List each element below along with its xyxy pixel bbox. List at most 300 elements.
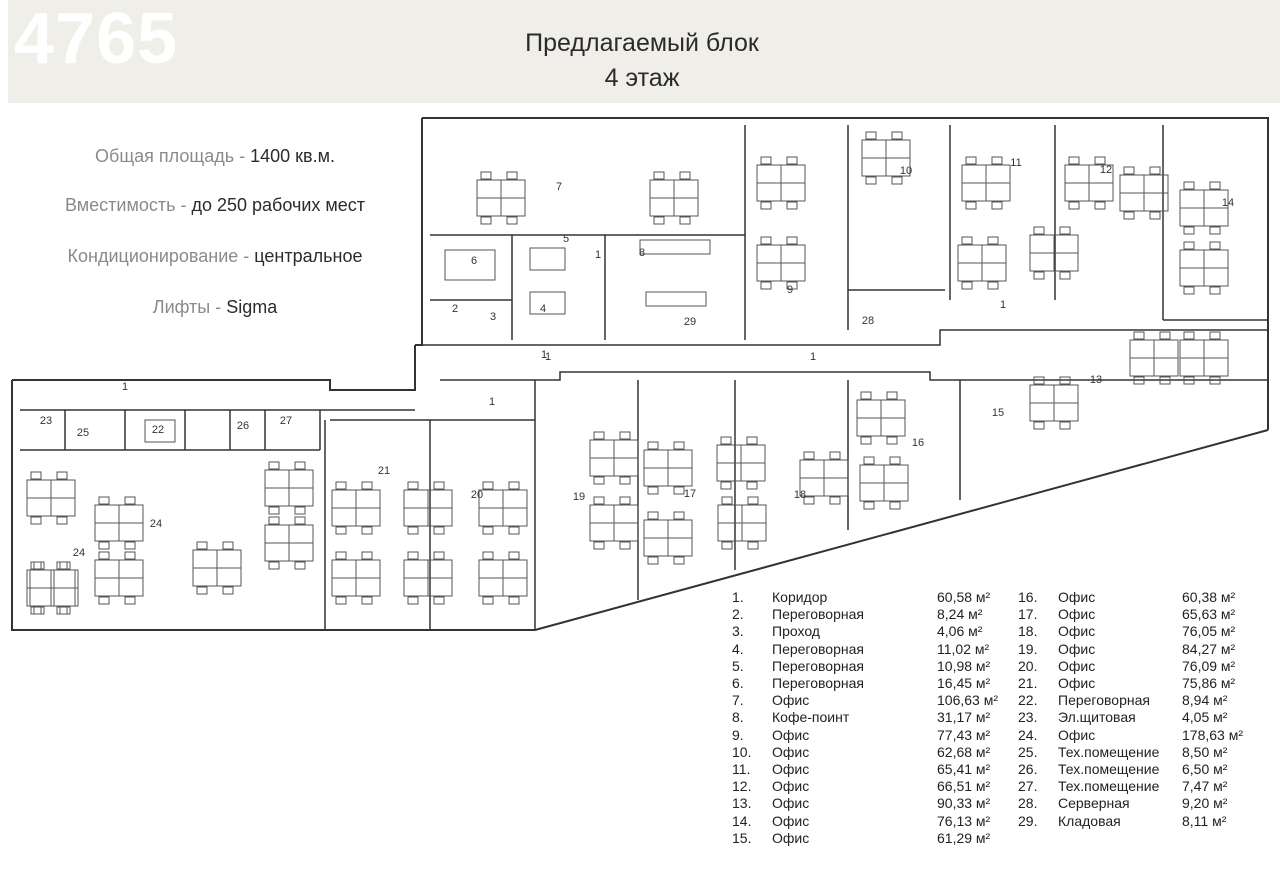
desk-shape <box>483 597 493 604</box>
desk-shape <box>1144 175 1168 193</box>
desk-shape <box>1180 190 1204 208</box>
desk-shape <box>31 517 41 524</box>
legend-num: 18. <box>1018 623 1038 640</box>
desk-shape <box>800 460 824 478</box>
legend-name: Переговорная <box>772 640 864 657</box>
desk-shape <box>860 483 884 501</box>
desk-shape <box>362 482 372 489</box>
legend-name: Офис <box>1058 726 1096 743</box>
desk-shape <box>1065 183 1089 201</box>
desk-shape <box>1210 227 1220 234</box>
desk-shape <box>530 292 565 314</box>
desk-shape <box>1030 385 1054 403</box>
desk-shape <box>748 542 758 549</box>
desk-shape <box>648 557 658 564</box>
desk-shape <box>95 560 119 578</box>
desk-shape <box>962 165 986 183</box>
desk-shape <box>223 587 233 594</box>
desk-shape <box>269 562 279 569</box>
desk-shape <box>57 607 67 614</box>
desk-shape <box>590 440 614 458</box>
legend-num: 16. <box>1018 589 1038 605</box>
desk-shape <box>787 202 797 209</box>
legend-area: 11,02 м² <box>937 640 990 657</box>
legend-num: 27. <box>1018 778 1038 795</box>
desk-shape <box>648 442 658 449</box>
room-number-label: 9 <box>786 284 794 296</box>
desk-shape <box>336 597 346 604</box>
room-number-label: 26 <box>236 420 250 432</box>
desk-shape <box>886 140 910 158</box>
desk-shape <box>509 482 519 489</box>
desk-shape <box>717 445 741 463</box>
legend-num: 7. <box>732 692 744 709</box>
desk-shape <box>434 482 444 489</box>
room-number-label: 18 <box>793 489 807 501</box>
legend-num: 24. <box>1018 726 1038 743</box>
desk-shape <box>590 505 614 523</box>
desk-shape <box>1054 385 1078 403</box>
legend-num: 2. <box>732 606 744 623</box>
desk-shape <box>594 542 604 549</box>
desk-shape <box>1180 358 1204 376</box>
desk-shape <box>1069 157 1079 164</box>
desk-shape <box>668 468 692 486</box>
legend-name: Офис <box>1058 640 1096 657</box>
desk-shape <box>757 165 781 183</box>
legend-area: 77,43 м² <box>937 726 991 743</box>
desk-shape <box>680 217 690 224</box>
legend-name: Тех.помещение <box>1058 778 1160 795</box>
legend-num: 22. <box>1018 692 1038 709</box>
desk-shape <box>295 517 305 524</box>
legend-area: 4,05 м² <box>1182 709 1228 726</box>
legend-name: Офис <box>772 761 810 777</box>
desk-shape <box>668 520 692 538</box>
desk-shape <box>295 462 305 469</box>
desk-shape <box>892 132 902 139</box>
desk-shape <box>761 202 771 209</box>
desk-shape <box>741 445 765 463</box>
room-number-label: 14 <box>1221 197 1235 209</box>
desk-shape <box>620 477 630 484</box>
desk-shape <box>1204 358 1228 376</box>
desk-shape <box>862 158 886 176</box>
desk-shape <box>992 202 1002 209</box>
desk-shape <box>674 442 684 449</box>
desk-shape <box>1089 183 1113 201</box>
desk-shape <box>336 552 346 559</box>
desk-shape <box>1130 340 1154 358</box>
desk-shape <box>295 507 305 514</box>
desk-shape <box>125 597 135 604</box>
legend-area: 61,29 м² <box>937 829 991 846</box>
desk-shape <box>477 198 501 216</box>
desk-shape <box>479 508 503 526</box>
room-number-label: 11 <box>1010 157 1022 169</box>
desk-shape <box>1180 250 1204 268</box>
desk-shape <box>864 457 874 464</box>
desk-shape <box>824 460 848 478</box>
desk-shape <box>332 490 356 508</box>
desk-shape <box>1124 212 1134 219</box>
desk-shape <box>890 457 900 464</box>
desk-shape <box>119 578 143 596</box>
desk-shape <box>477 180 501 198</box>
desk-shape <box>982 245 1006 263</box>
desk-shape <box>60 607 70 614</box>
desk-shape <box>503 560 527 578</box>
legend-num: 13. <box>732 795 752 812</box>
desk-shape <box>265 470 289 488</box>
legend-area: 8,50 м² <box>1182 743 1228 760</box>
desk-shape <box>674 487 684 494</box>
desk-shape <box>1150 212 1160 219</box>
legend-area: 106,63 м² <box>937 692 998 709</box>
desk-shape <box>509 527 519 534</box>
desk-shape <box>125 542 135 549</box>
desk-shape <box>269 507 279 514</box>
desk-shape <box>507 217 517 224</box>
desk-shape <box>1069 202 1079 209</box>
desk-shape <box>27 588 51 606</box>
desk-shape <box>31 607 41 614</box>
desk-shape <box>408 597 418 604</box>
legend-name: Переговорная <box>772 675 864 691</box>
desk-shape <box>674 180 698 198</box>
room-number-label: 10 <box>899 165 913 177</box>
desk-shape <box>781 183 805 201</box>
desk-shape <box>761 237 771 244</box>
desk-shape <box>481 217 491 224</box>
legend-area: 76,09 м² <box>1182 657 1236 674</box>
desk-shape <box>1054 235 1078 253</box>
desk-shape <box>54 570 78 588</box>
legend-name: Офис <box>772 795 810 812</box>
desk-shape <box>51 498 75 516</box>
legend-area: 9,20 м² <box>1182 795 1228 812</box>
desk-shape <box>362 597 372 604</box>
desk-shape <box>289 525 313 543</box>
desk-shape <box>857 400 881 418</box>
desk-shape <box>781 245 805 263</box>
room-number-label: 1 <box>121 381 129 393</box>
legend-name: Офис <box>772 778 810 795</box>
desk-shape <box>1184 242 1194 249</box>
desk-shape <box>966 202 976 209</box>
legend-name: Проход <box>772 623 820 640</box>
desk-shape <box>717 463 741 481</box>
desk-shape <box>614 440 638 458</box>
desk-shape <box>507 172 517 179</box>
legend-num: 8. <box>732 709 744 726</box>
desk-shape <box>265 488 289 506</box>
desk-shape <box>830 452 840 459</box>
desk-shape <box>332 578 356 596</box>
desk-shape <box>434 597 444 604</box>
desk-shape <box>887 437 897 444</box>
desk-shape <box>644 538 668 556</box>
desk-shape <box>864 502 874 509</box>
desk-shape <box>668 450 692 468</box>
room-number-label: 15 <box>991 407 1005 419</box>
desk-shape <box>51 588 75 606</box>
room-number-label: 13 <box>1089 374 1103 386</box>
desk-shape <box>648 487 658 494</box>
desk-shape <box>962 183 986 201</box>
desk-shape <box>1210 182 1220 189</box>
legend-area: 84,27 м² <box>1182 640 1236 657</box>
desk-shape <box>1034 272 1044 279</box>
legend-area: 8,24 м² <box>937 606 983 623</box>
desk-shape <box>1180 268 1204 286</box>
room-number-label: 16 <box>911 437 925 449</box>
desk-shape <box>620 497 630 504</box>
desk-shape <box>295 562 305 569</box>
desk-shape <box>95 505 119 523</box>
desk-shape <box>197 542 207 549</box>
desk-shape <box>1180 340 1204 358</box>
desk-shape <box>27 480 51 498</box>
desk-shape <box>428 560 452 578</box>
desk-shape <box>1054 403 1078 421</box>
room-number-label: 25 <box>76 427 90 439</box>
desk-shape <box>356 490 380 508</box>
desk-shape <box>654 172 664 179</box>
desk-shape <box>747 482 757 489</box>
desk-shape <box>362 527 372 534</box>
desk-shape <box>332 508 356 526</box>
desk-shape <box>804 452 814 459</box>
desk-shape <box>483 482 493 489</box>
desk-shape <box>722 497 732 504</box>
legend-area: 90,33 м² <box>937 795 991 812</box>
legend-num: 25. <box>1018 743 1038 760</box>
desk-shape <box>721 437 731 444</box>
room-number-label: 5 <box>562 233 570 245</box>
room-number-label: 24 <box>72 547 86 559</box>
legend-num: 19. <box>1018 640 1038 657</box>
desk-shape <box>761 282 771 289</box>
legend-num: 20. <box>1018 657 1038 674</box>
desk-shape <box>884 465 908 483</box>
legend-area: 76,13 м² <box>937 812 991 829</box>
desk-shape <box>824 478 848 496</box>
desk-shape <box>483 527 493 534</box>
desk-shape <box>223 542 233 549</box>
desk-shape <box>95 523 119 541</box>
desk-shape <box>1210 287 1220 294</box>
legend-num: 1. <box>732 589 744 605</box>
legend-name: Переговорная <box>772 657 864 674</box>
desk-shape <box>31 562 41 569</box>
spec-total-area: Общая площадь - 1400 кв.м. <box>95 146 335 166</box>
legend-area: 65,63 м² <box>1182 606 1236 623</box>
legend-area: 8,94 м² <box>1182 692 1228 709</box>
desk-shape <box>119 523 143 541</box>
desk-shape <box>217 568 241 586</box>
desk-shape <box>404 560 428 578</box>
room-number-label: 22 <box>151 424 165 436</box>
desk-shape <box>51 570 75 588</box>
desk-shape <box>721 482 731 489</box>
desk-shape <box>614 523 638 541</box>
room-number-label: 19 <box>572 491 586 503</box>
room-number-label: 1 <box>809 351 817 363</box>
room-number-label: 17 <box>683 488 697 500</box>
desk-shape <box>408 552 418 559</box>
room-number-label: 1 <box>540 349 548 361</box>
desk-shape <box>761 157 771 164</box>
legend-num: 15. <box>732 829 752 846</box>
desk-shape <box>674 557 684 564</box>
desk-shape <box>718 505 742 523</box>
desk-shape <box>503 508 527 526</box>
desk-shape <box>982 263 1006 281</box>
desk-shape <box>27 498 51 516</box>
desk-shape <box>332 560 356 578</box>
desk-shape <box>503 490 527 508</box>
legend-name: Эл.щитовая <box>1058 709 1136 726</box>
desk-shape <box>1065 165 1089 183</box>
desk-shape <box>718 523 742 541</box>
desk-shape <box>501 180 525 198</box>
desk-shape <box>434 552 444 559</box>
desk-shape <box>481 172 491 179</box>
room-number-label: 1 <box>999 299 1007 311</box>
desk-shape <box>781 165 805 183</box>
desk-shape <box>404 508 428 526</box>
floor-subtitle: 4 этаж <box>604 64 680 92</box>
desk-shape <box>594 477 604 484</box>
desk-shape <box>966 157 976 164</box>
desk-shape <box>428 508 452 526</box>
desk-shape <box>1124 167 1134 174</box>
page-title: Предлагаемый блок <box>525 29 759 57</box>
desk-shape <box>125 497 135 504</box>
legend-name: Офис <box>1058 657 1096 674</box>
desk-shape <box>428 490 452 508</box>
desk-shape <box>590 523 614 541</box>
legend-name: Офис <box>772 726 810 743</box>
desk-shape <box>650 198 674 216</box>
desk-shape <box>787 157 797 164</box>
desk-shape <box>866 132 876 139</box>
desk-shape <box>336 527 346 534</box>
legend-area: 8,11 м² <box>1182 812 1227 829</box>
desk-shape <box>674 198 698 216</box>
desk-shape <box>1095 202 1105 209</box>
desk-shape <box>99 497 109 504</box>
desk-shape <box>1130 358 1154 376</box>
desk-shape <box>988 282 998 289</box>
desk-shape <box>992 157 1002 164</box>
desk-shape <box>1150 167 1160 174</box>
desk-shape <box>757 183 781 201</box>
legend-num: 3. <box>732 623 744 640</box>
desk-shape <box>479 578 503 596</box>
desk-shape <box>986 183 1010 201</box>
legend-name: Офис <box>1058 675 1096 691</box>
desk-shape <box>680 172 690 179</box>
room-number-label: 1 <box>544 351 552 363</box>
desk-shape <box>862 140 886 158</box>
desk-shape <box>614 458 638 476</box>
desk-shape <box>742 505 766 523</box>
legend-num: 4. <box>732 640 744 657</box>
desk-shape <box>501 198 525 216</box>
desk-shape <box>356 508 380 526</box>
room-number-label: 4 <box>539 303 547 315</box>
desk-shape <box>51 480 75 498</box>
desk-shape <box>887 392 897 399</box>
legend-name: Тех.помещение <box>1058 743 1160 760</box>
desk-shape <box>95 578 119 596</box>
desk-shape <box>962 237 972 244</box>
desk-shape <box>881 400 905 418</box>
desk-shape <box>1210 332 1220 339</box>
desk-shape <box>289 470 313 488</box>
desk-shape <box>590 458 614 476</box>
legend-area: 7,47 м² <box>1182 778 1228 795</box>
legend-name: Переговорная <box>772 606 864 623</box>
desk-shape <box>962 282 972 289</box>
desk-shape <box>30 570 54 588</box>
desk-shape <box>99 552 109 559</box>
desk-shape <box>857 418 881 436</box>
desk-shape <box>269 517 279 524</box>
desk-shape <box>988 237 998 244</box>
desk-shape <box>861 437 871 444</box>
legend-area: 60,38 м² <box>1182 589 1236 605</box>
room-number-label: 2 <box>451 303 459 315</box>
desk-shape <box>193 550 217 568</box>
desk-shape <box>99 542 109 549</box>
desk-shape <box>830 497 840 504</box>
room-number-label: 1 <box>488 396 496 408</box>
room-number-label: 8 <box>638 247 646 259</box>
room-number-label: 28 <box>861 315 875 327</box>
legend-num: 21. <box>1018 675 1038 691</box>
desk-shape <box>644 468 668 486</box>
desk-shape <box>1060 272 1070 279</box>
desk-shape <box>620 432 630 439</box>
desk-shape <box>54 588 78 606</box>
room-number-label: 27 <box>279 415 293 427</box>
desk-shape <box>1134 332 1144 339</box>
desk-shape <box>892 177 902 184</box>
desk-shape <box>1120 193 1144 211</box>
desk-shape <box>509 552 519 559</box>
legend-name: Офис <box>772 743 810 760</box>
desk-shape <box>1144 193 1168 211</box>
desk-shape <box>866 177 876 184</box>
desk-shape <box>99 597 109 604</box>
desk-shape <box>1034 422 1044 429</box>
legend-name: Кладовая <box>1058 812 1121 829</box>
legend-num: 9. <box>732 726 744 743</box>
spec-elevators: Лифты - Sigma <box>152 297 278 317</box>
desk-shape <box>483 552 493 559</box>
desk-shape <box>34 607 44 614</box>
legend-name: Офис <box>772 692 810 709</box>
desk-shape <box>1030 235 1054 253</box>
legend-num: 5. <box>732 657 744 674</box>
desk-shape <box>530 248 565 270</box>
floor-plan <box>0 100 1280 640</box>
legend-name: Кофе-поинт <box>772 709 850 726</box>
desk-shape <box>269 462 279 469</box>
